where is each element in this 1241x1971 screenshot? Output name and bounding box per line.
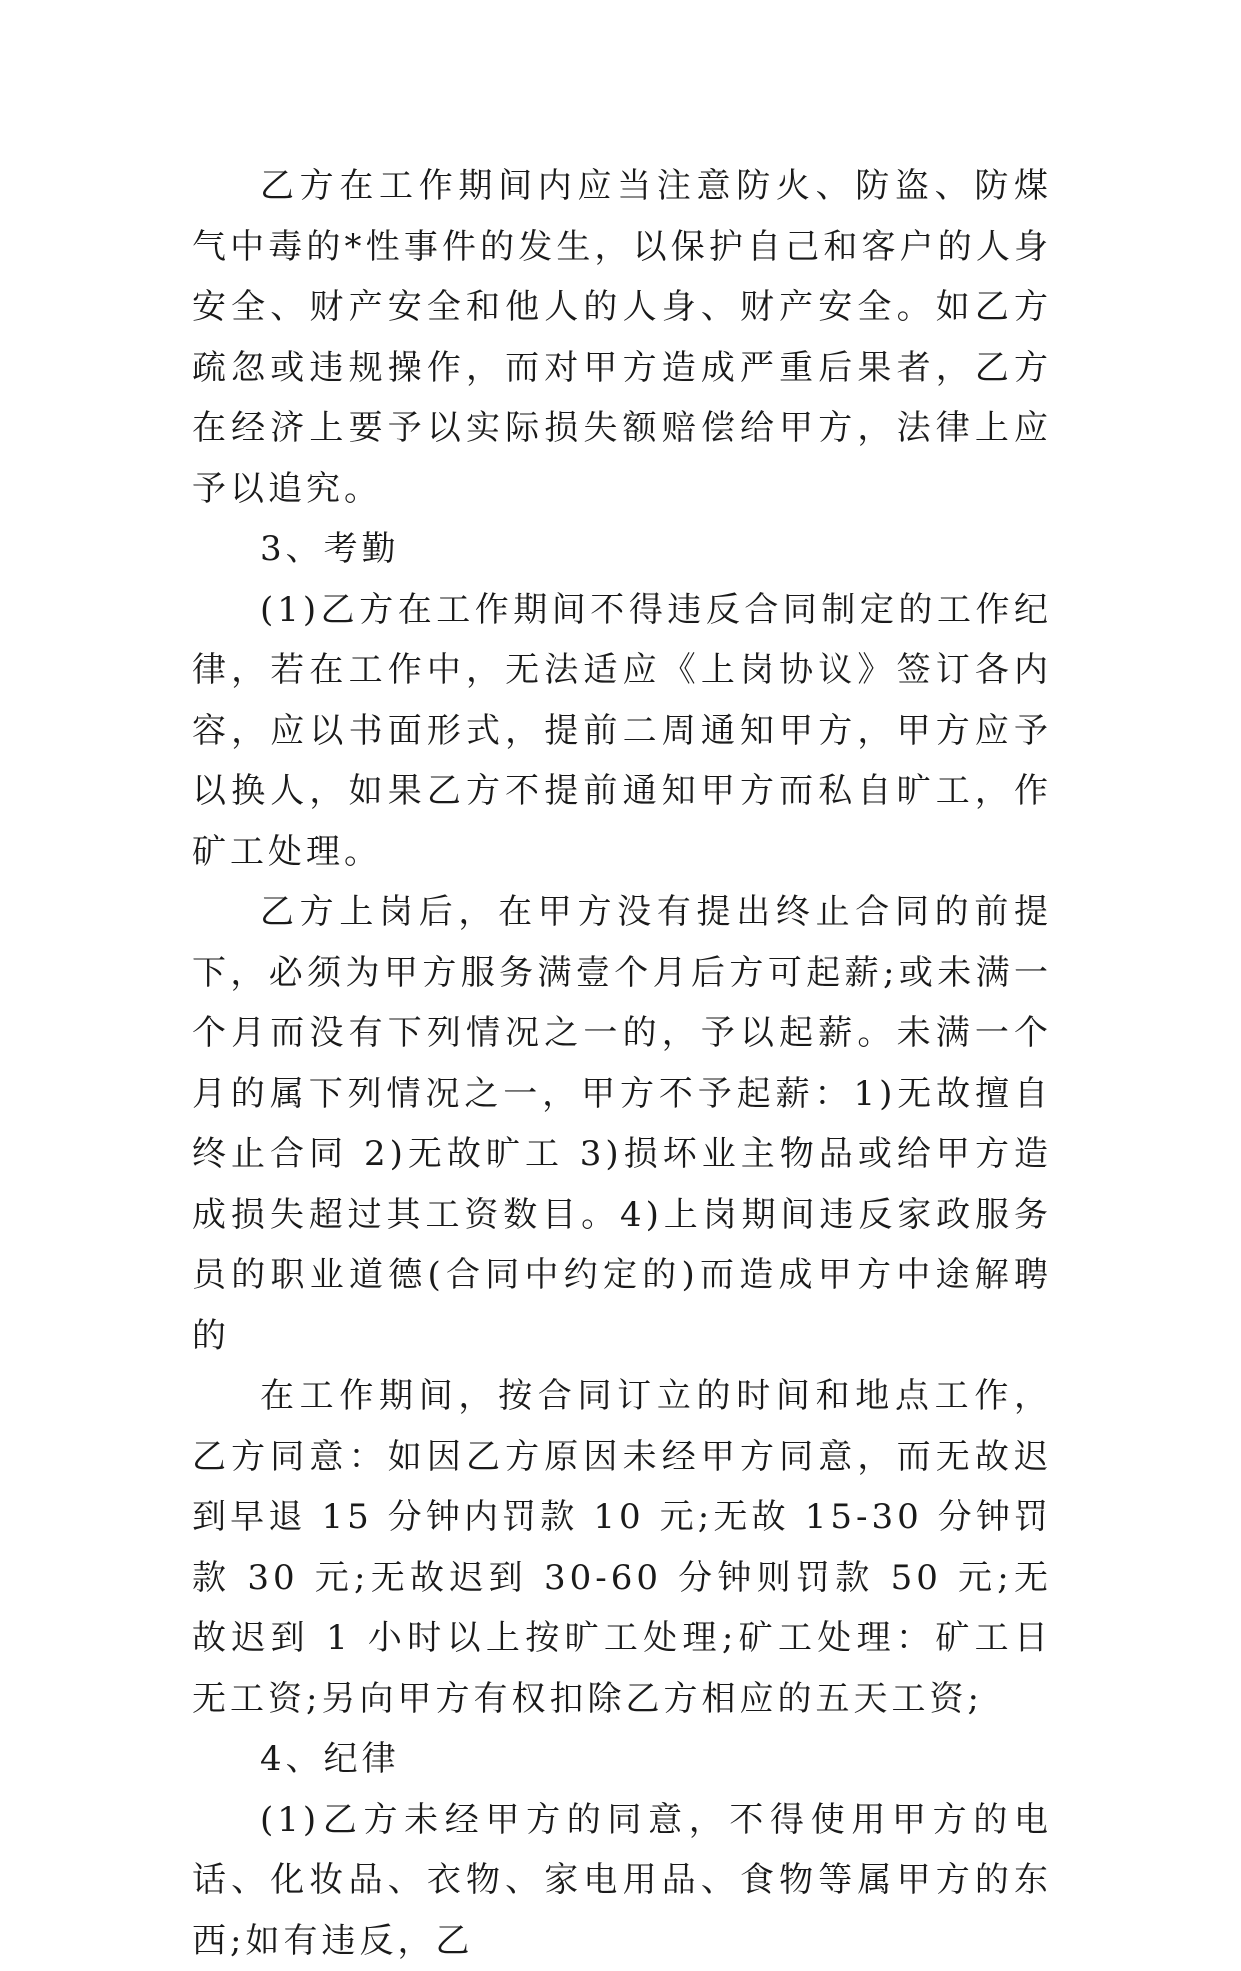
- section-heading-attendance: 3、考勤: [192, 519, 1052, 580]
- paragraph-salary-start: 乙方上岗后，在甲方没有提出终止合同的前提下，必须为甲方服务满壹个月后方可起薪;或未满一个月而没有下列情况之一的，予以起薪。未满一个月的属下列情况之一，甲方不予起薪：1)无故擅自终止合同 2)无故旷工 3)损坏业主物品或给甲方造成损失超过其工资数目。4)上岗期间违反家政服务员的职业道德(合同中约定的)而造成甲方中途解聘的: [192, 882, 1052, 1366]
- paragraph-discipline-rule-1: (1)乙方未经甲方的同意，不得使用甲方的电话、化妆品、衣物、家电用品、食物等属甲方的东西;如有违反，乙: [192, 1790, 1052, 1971]
- paragraph-attendance-rule-1: (1)乙方在工作期间不得违反合同制定的工作纪律，若在工作中，无法适应《上岗协议》签订各内容，应以书面形式，提前二周通知甲方，甲方应予以换人，如果乙方不提前通知甲方而私自旷工，作矿工处理。: [192, 580, 1052, 883]
- paragraph-fire-safety: 乙方在工作期间内应当注意防火、防盗、防煤气中毒的*性事件的发生，以保护自己和客户的人身安全、财产安全和他人的人身、财产安全。如乙方疏忽或违规操作，而对甲方造成严重后果者，乙方在经济上要予以实际损失额赔偿给甲方，法律上应予以追究。: [192, 156, 1052, 519]
- document-body: [192, 156, 1052, 1971]
- paragraph-lateness-penalty: 在工作期间，按合同订立的时间和地点工作，乙方同意：如因乙方原因未经甲方同意，而无故迟到早退 15 分钟内罚款 10 元;无故 15-30 分钟罚款 30 元;无故迟到 30-60 分钟则罚款 50 元;无故迟到 1 小时以上按旷工处理;矿工处理：矿工日无工资;另向甲方有权扣除乙方相应的五天工资;: [192, 1366, 1052, 1729]
- section-heading-discipline: 4、纪律: [192, 1729, 1052, 1790]
